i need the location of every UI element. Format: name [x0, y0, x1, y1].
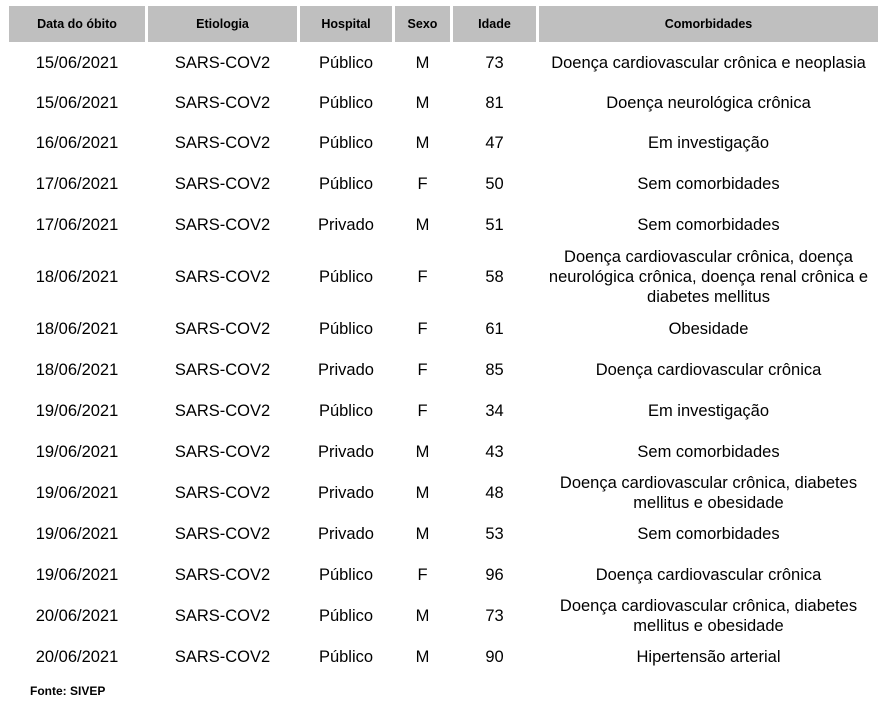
table-row [9, 513, 878, 554]
cell-age: 96 [485, 565, 504, 584]
table-row [9, 390, 878, 431]
cell-comorbidities: Doença cardiovascular crônica [595, 360, 822, 379]
cell-sex: F [417, 565, 428, 584]
cell-sex: M [415, 53, 430, 72]
header-sex: Sexo [395, 6, 450, 42]
cell-etiology: SARS-COV2 [174, 134, 271, 152]
cell-sex: F [417, 401, 428, 420]
cell-date: 18/06/2021 [35, 360, 119, 379]
cell-hospital: Privado [318, 360, 374, 379]
table-row [9, 349, 878, 390]
cell-hospital: Público [318, 647, 374, 666]
cell-sex: M [415, 94, 430, 112]
cell-date: 16/06/2021 [35, 134, 119, 152]
cell-date: 19/06/2021 [35, 442, 119, 461]
cell-date: 19/06/2021 [35, 401, 119, 420]
source-note: Fonte: SIVEP [30, 684, 106, 698]
cell-sex: M [415, 134, 430, 152]
table-row [9, 204, 878, 245]
cell-etiology: SARS-COV2 [174, 267, 271, 286]
cell-age: 73 [485, 53, 504, 72]
cell-age: 48 [485, 483, 504, 502]
cell-hospital: Público [318, 267, 374, 286]
cell-hospital: Público [318, 606, 374, 625]
cell-comorbidities: Em investigação [647, 134, 770, 152]
cell-hospital: Público [318, 53, 374, 72]
cell-age: 47 [485, 134, 504, 152]
header-age: Idade [453, 6, 536, 42]
cell-hospital: Público [318, 174, 374, 193]
cell-date: 19/06/2021 [35, 565, 119, 584]
cell-sex: M [415, 524, 430, 543]
cell-age: 53 [485, 524, 504, 543]
cell-comorbidities: Sem comorbidades [637, 442, 780, 461]
header-comorbidities: Comorbidades [539, 6, 878, 42]
cell-age: 85 [485, 360, 504, 379]
header-etiology: Etiologia [148, 6, 297, 42]
cell-hospital: Público [318, 565, 374, 584]
cell-comorbidities: Em investigação [647, 401, 770, 420]
deaths-table [6, 6, 881, 677]
table-row [9, 472, 878, 513]
cell-etiology: SARS-COV2 [174, 565, 271, 584]
cell-date: 17/06/2021 [35, 174, 119, 193]
cell-etiology: SARS-COV2 [174, 483, 271, 502]
cell-date: 18/06/2021 [35, 267, 119, 286]
cell-sex: M [415, 647, 430, 666]
table-row [9, 595, 878, 636]
table-row [9, 42, 878, 83]
cell-age: 73 [485, 606, 504, 625]
cell-etiology: SARS-COV2 [174, 360, 271, 379]
cell-sex: F [417, 174, 428, 193]
cell-age: 90 [485, 647, 504, 666]
table-row [9, 163, 878, 204]
cell-comorbidities: Obesidade [668, 319, 749, 338]
cell-hospital: Privado [318, 215, 374, 234]
table-row [9, 83, 878, 123]
cell-etiology: SARS-COV2 [174, 94, 271, 112]
table-row [9, 123, 878, 163]
cell-date: 19/06/2021 [35, 483, 119, 502]
cell-comorbidities: Doença cardiovascular crônica, diabetes mellitus e obesidade [559, 596, 858, 635]
table-row [9, 245, 878, 308]
cell-hospital: Privado [318, 483, 374, 502]
cell-sex: F [417, 319, 428, 338]
header-hospital: Hospital [300, 6, 392, 42]
cell-hospital: Público [318, 319, 374, 338]
table-row [9, 431, 878, 472]
cell-hospital: Público [318, 134, 374, 152]
cell-date: 18/06/2021 [35, 319, 119, 338]
cell-date: 15/06/2021 [35, 94, 119, 112]
header-row [9, 6, 878, 42]
cell-etiology: SARS-COV2 [174, 647, 271, 666]
cell-age: 61 [485, 319, 504, 338]
cell-comorbidities: Doença cardiovascular crônica, diabetes mellitus e obesidade [559, 473, 858, 512]
cell-date: 20/06/2021 [35, 647, 119, 666]
cell-sex: F [417, 267, 428, 286]
cell-age: 58 [485, 267, 504, 286]
cell-sex: M [415, 606, 430, 625]
cell-etiology: SARS-COV2 [174, 524, 271, 543]
cell-sex: M [415, 215, 430, 234]
cell-date: 15/06/2021 [35, 53, 119, 72]
cell-comorbidities: Sem comorbidades [637, 174, 780, 193]
cell-hospital: Público [318, 94, 374, 112]
cell-etiology: SARS-COV2 [174, 319, 271, 338]
table-row [9, 308, 878, 349]
cell-etiology: SARS-COV2 [174, 606, 271, 625]
cell-sex: M [415, 442, 430, 461]
cell-age: 43 [485, 442, 504, 461]
cell-comorbidities: Doença cardiovascular crônica, doença neurológica crônica, doença renal crônica e diabetes mellitus [548, 247, 869, 306]
cell-comorbidities: Sem comorbidades [637, 215, 780, 234]
cell-comorbidities: Doença cardiovascular crônica [595, 565, 822, 584]
cell-hospital: Privado [318, 524, 374, 543]
cell-date: 17/06/2021 [35, 215, 119, 234]
cell-comorbidities: Hipertensão arterial [636, 647, 781, 666]
cell-comorbidities: Doença neurológica crônica [606, 94, 811, 112]
cell-etiology: SARS-COV2 [174, 442, 271, 461]
cell-etiology: SARS-COV2 [174, 174, 271, 193]
cell-age: 51 [485, 215, 504, 234]
cell-etiology: SARS-COV2 [174, 401, 271, 420]
cell-sex: M [415, 483, 430, 502]
cell-date: 19/06/2021 [35, 524, 119, 543]
header-date: Data do óbito [9, 6, 145, 42]
cell-age: 50 [485, 174, 504, 193]
cell-hospital: Público [318, 401, 374, 420]
cell-etiology: SARS-COV2 [174, 53, 271, 72]
cell-comorbidities: Sem comorbidades [637, 524, 780, 543]
cell-comorbidities: Doença cardiovascular crônica e neoplasia [551, 53, 866, 72]
cell-age: 34 [485, 401, 504, 420]
cell-hospital: Privado [318, 442, 374, 461]
cell-age: 81 [485, 94, 504, 112]
cell-date: 20/06/2021 [35, 606, 119, 625]
cell-sex: F [417, 360, 428, 379]
table-row [9, 636, 878, 677]
table-row [9, 554, 878, 595]
cell-etiology: SARS-COV2 [174, 215, 271, 234]
